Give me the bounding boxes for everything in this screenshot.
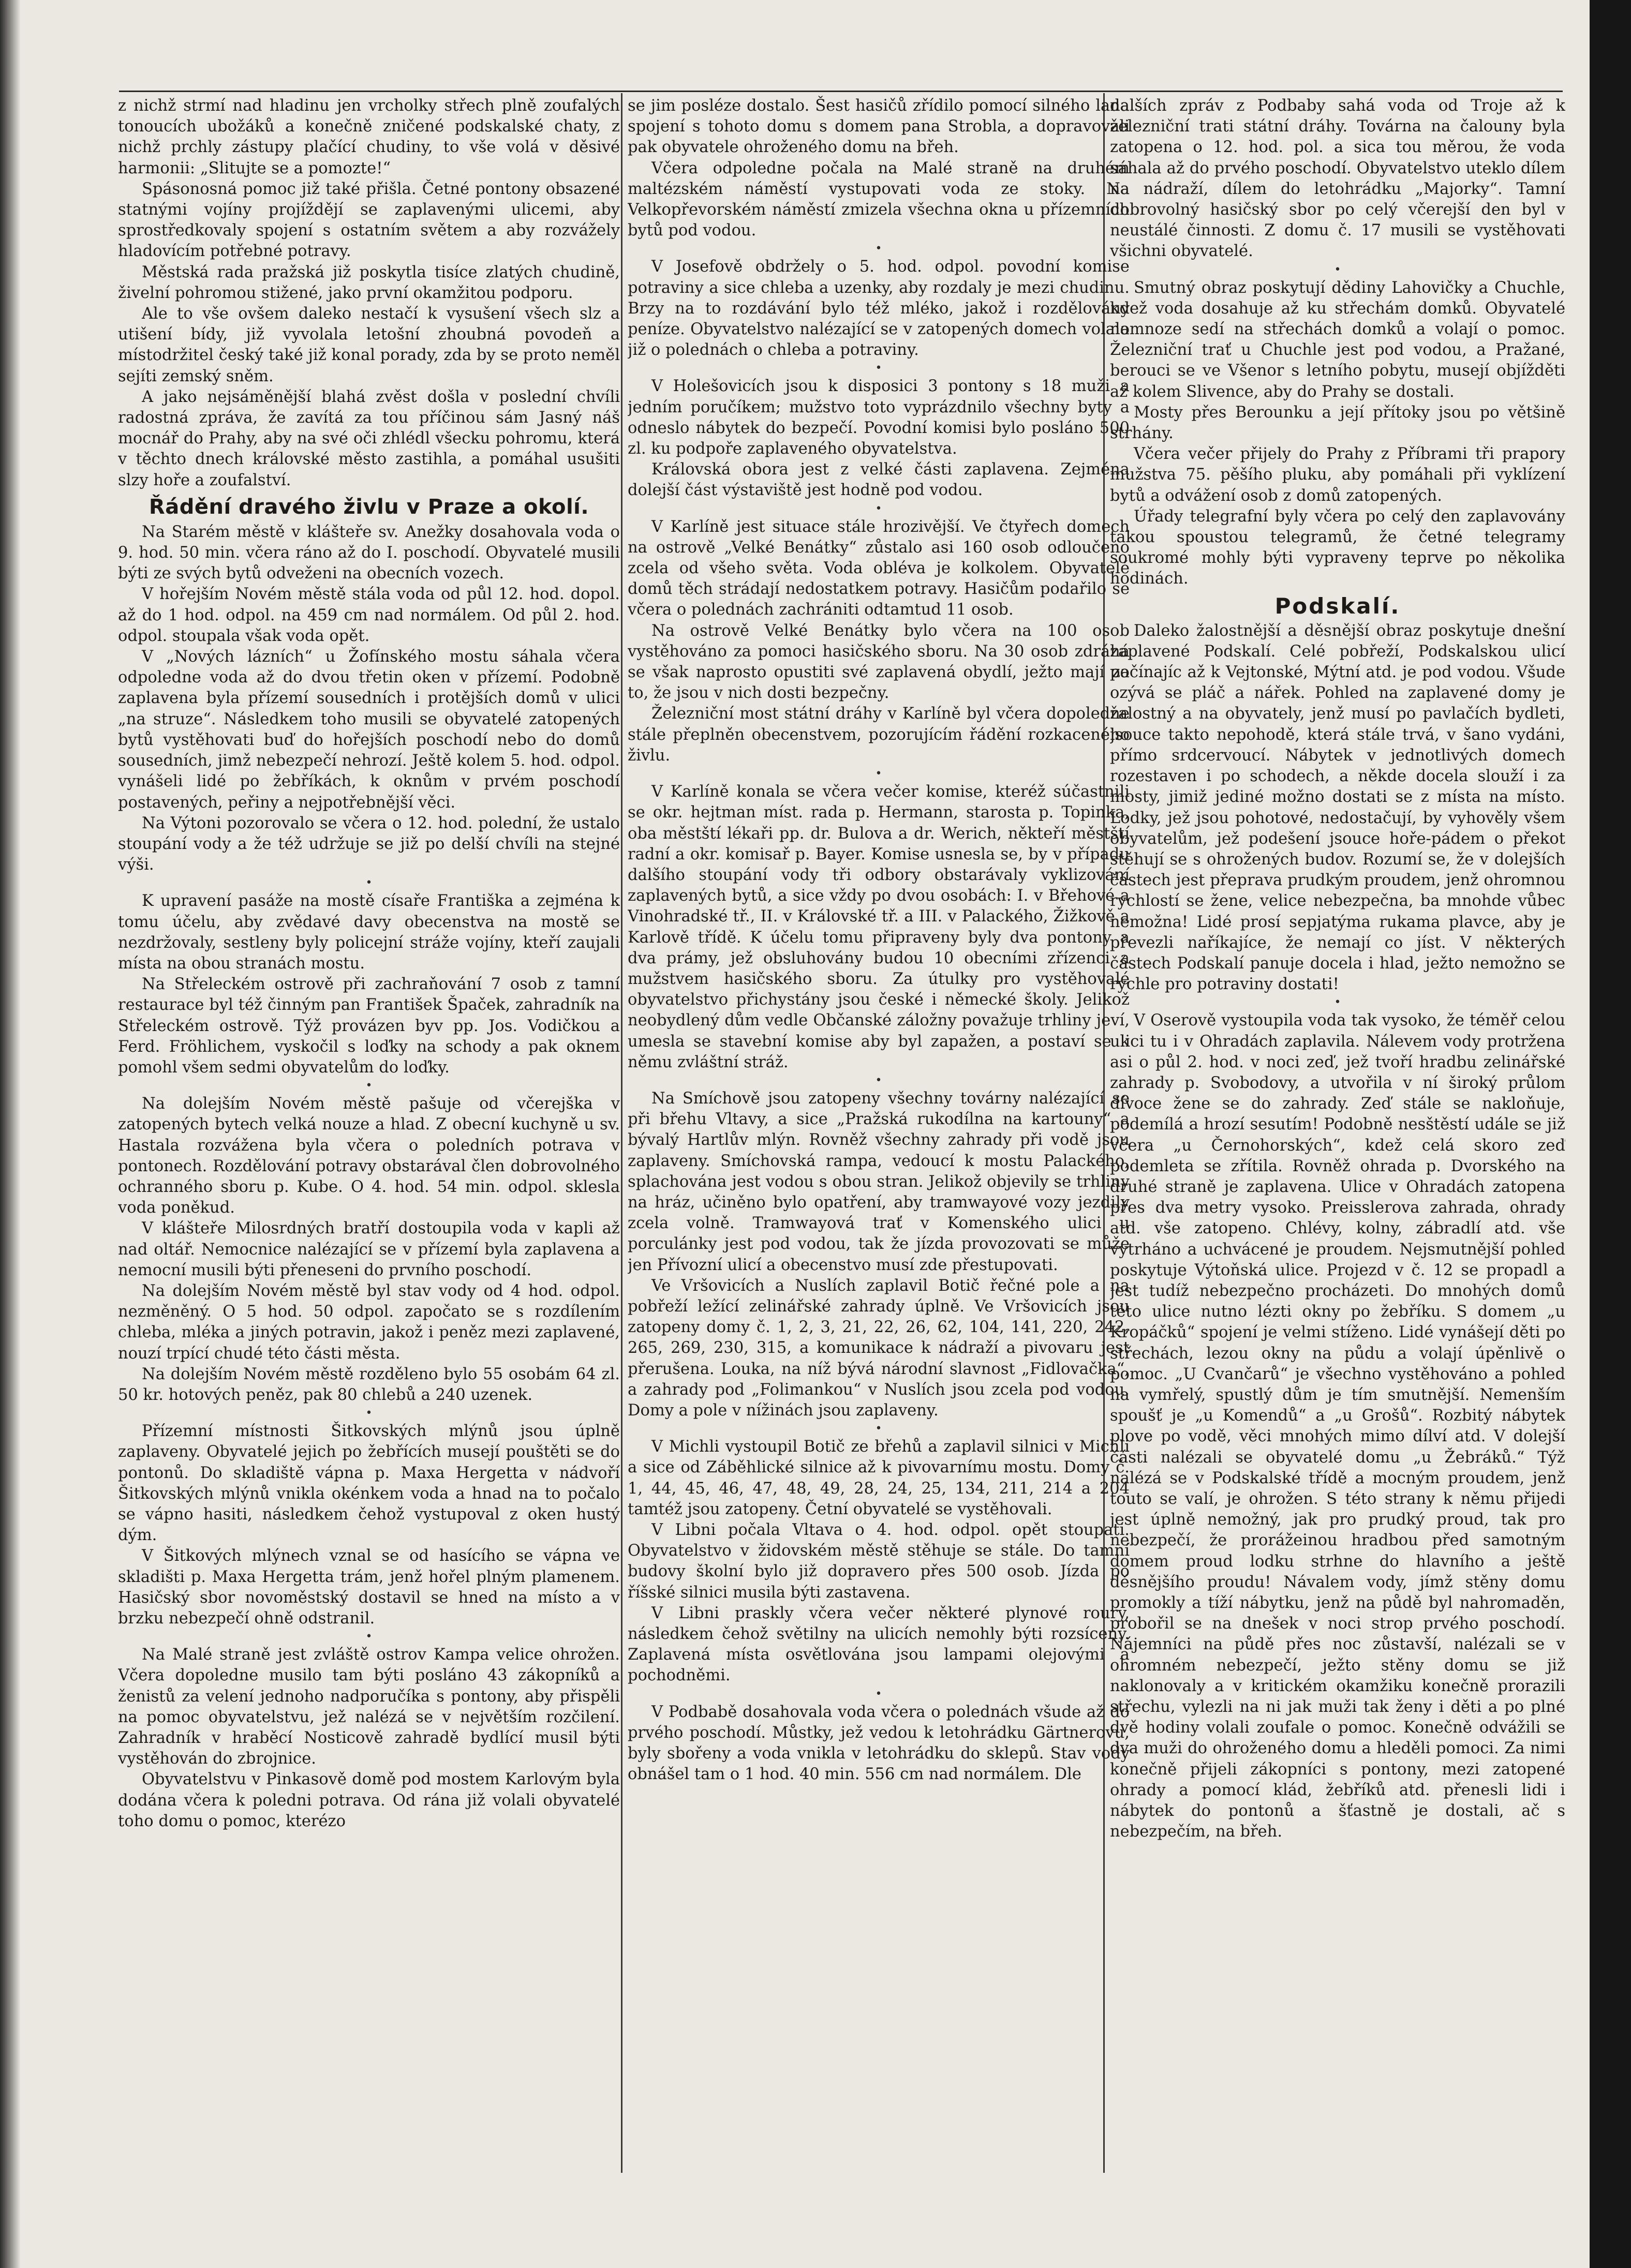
paragraph: Železniční most státní dráhy v Karlíně byl včera dopoledne stále přeplněn obecenstvem, pozorujícím řádění rozkaceného živlu. — [628, 705, 1130, 765]
separator-dot: • — [875, 362, 882, 375]
paragraph: V Karlíně konala se včera večer komise, kteréž súčastnili se okr. hejtman míst. rada p. Hermann, starosta p. Topinka, oba městští lékaři pp. dr. Bulova a dr. Werich, někteří městští radní a okr. komisař p. Bayer. Komise usnesla se, by v případu dalšího stoupání vody tři odbory obstarávaly vyklizování zaplavených bytů, a sice vždy po dvou osobách: I. v Břehové a Vinohradské tř., II. v Královské tř. a III. v Palackého, Žižkově a Karlově třídě. K účelu tomu připraveny byly dva pontony a dva prámy, jež obsluhovány budou 10 obecními zřízenci a mužstvem hasičského sboru. Za útulky pro vystěhovalé obyvatelstvo přichystány jsou české i německé školy. Jelikož neobydlený dům vedle Občanské záložny považuje trhliny jeví, umesla se stavební komise aby byl zapažen, a postaví se k němu zvláštní stráž. — [628, 783, 1130, 1071]
paragraph: Mosty přes Berounku a její přítoky jsou po většině strhány. — [1110, 403, 1565, 443]
scan-right-edge — [1590, 0, 1631, 2268]
paragraph: Na Střeleckém ostrově při zachraňování 7 osob z tamní restaurace byl též činným pan František Špaček, zahradník na Střeleckém ostrově. Týž provázen byv pp. Jos. Vodičkou a Ferd. Fröhlichem, vyskočil s loďky na schody a pak oknem pomohl všem sedmi obyvatelům do loďky. — [118, 975, 620, 1077]
paragraph: z nichž strmí nad hladinu jen vrcholky střech plně zoufalých tonoucích ubožáků a konečně zničené podskalské chaty, z nichž prchly zástupy plačící chudiny, to vše volá v děsivé harmonii: „Slitujte se a pomozte!“ — [118, 97, 620, 177]
paragraph: se jim posléze dostalo. Šest hasičů zřídilo pomocí silného lana spojení s tohoto domu s domem pana Strobla, a dopravovali pak obyvatele ohroženého domu na břeh. — [628, 97, 1130, 157]
paragraph: Na dolejším Novém městě rozděleno bylo 55 osobám 64 zl. 50 kr. hotových peněz, pak 80 chlebů a 240 uzenek. — [118, 1365, 620, 1404]
paragraph: Na Smíchově jsou zatopeny všechny továrny nalézající se při břehu Vltavy, a sice „Pražská rukodílna na kartouny“ a bývalý Hartlův mlýn. Rovněž všechny zahrady při vodě jsou zaplaveny. Smíchovská rampa, vedoucí k mostu Palackého, splachována jest vodou s obou stran. Jelikož objevily se trhliny na hráz, učiněno bylo opatření, aby tramwayové vozy jezdily zcela volně. Tramwayová trať v Komenského ulici u porculánky jest pod vodou, tak že jízda provozovati se může jen Přívozní ulicí a obecenstvo musí zde přestupovati. — [628, 1089, 1130, 1274]
paragraph: Včera večer přijely do Prahy z Příbrami tři prapory mužstva 75. pěšího pluku, aby pomáhali při vyklízení bytů a odvážení osob z domů zatopených. — [1110, 445, 1565, 505]
paragraph: Úřady telegrafní byly včera po celý den zaplavovány takou spoustou telegramů, že četné telegramy soukromé mohly býti vypraveny teprve po několika hodinách. — [1110, 507, 1565, 588]
paragraph: V Josefově obdržely o 5. hod. odpol. povodní komise potraviny a sice chleba a uzenky, aby rozdaly je mezi chudinu. Brzy na to rozdávání bylo též mléko, jakož i rozdělovány peníze. Obyvatelstvo nalézající se v zatopených domech volalo již o polednách o chleba a potraviny. — [628, 258, 1130, 360]
column-1 — [118, 96, 620, 2175]
paragraph: dalších zpráv z Podbaby sahá voda od Troje až k železniční trati státní dráhy. Továrna na čalouny byla zatopena o 12. hod. pol. a sica tou měrou, že voda sáhala až do prvého poschodí. Obyvatelstvo uteklo dílem na nádraží, dílem do letohrádku „Majorky“. Tamní dobrovolný hasičský sbor po celý včerejší den byl v neustálé činnosti. Z domu č. 17 musili se vystěhovati všichni obyvatelé. — [1110, 97, 1565, 261]
top-rule — [119, 91, 1563, 92]
separator-dot: • — [875, 1687, 882, 1700]
paragraph: Na dolejším Novém městě byl stav vody od 4 hod. odpol. nezměněný. O 5 hod. 50 odpol. započato se s rozdílením chleba, mléka a jiných potravin, jakož i peněz mezi zaplavené, nouzí trpící chudé této části města. — [118, 1281, 620, 1363]
paragraph: V Michli vystoupil Botič ze břehů a zaplavil silnici v Michli a sice od Záběhlické silnice až k pivovarnímu mostu. Domy č. 1, 44, 45, 46, 47, 48, 49, 28, 24, 25, 134, 211, 214 a 204 tamtéž jsou zatopeny. Četní obyvatelé se vystěhovali. — [628, 1438, 1130, 1518]
separator-dot: • — [365, 876, 373, 890]
section-heading: Podskalí. — [1274, 593, 1401, 619]
separator-dot: • — [365, 1079, 373, 1093]
column-divider-1 — [621, 93, 622, 2173]
paragraph: Obyvatelstvu v Pinkasově domě pod mostem Karlovým byla dodána včera k poledni potrava. Od rána již volali obyvatelé toho domu o pomoc, kterézo — [118, 1770, 620, 1830]
paragraph: Na Starém městě v klášteře sv. Anežky dosahovala voda o 9. hod. 50 min. včera ráno až do I. poschodí. Obyvatelé musili býti ze svých bytů odveženi na obecních vozech. — [118, 523, 620, 583]
paragraph: V klášteře Milosrdných bratří dostoupila voda v kapli až nad oltář. Nemocnice nalézající se v přízemí byla zaplavena a nemocní musili býti přeneseni do prvního poschodí. — [118, 1219, 620, 1279]
paragraph: Přízemní místnosti Šitkovských mlýnů jsou úplně zaplaveny. Obyvatelé jejich po žebřících musejí pouštěti se do pontonů. Do skladiště vápna p. Maxa Hergetta v nádvoří Šitkovských mlýnů vnikla okénkem voda a hnad na to počalo se vápno hasiti, následkem čehož vystupoval z oken hustý dým. — [118, 1422, 620, 1545]
paragraph: Na ostrově Velké Benátky bylo včera na 100 osob vystěhováno za pomoci hasičského sboru. Na 30 osob zdráhá se však naprosto opustiti své zaplavená obydlí, ježto mají za to, že jsou v nich dosti bezpečny. — [628, 621, 1130, 703]
paragraph: Královská obora jest z velké části zaplavena. Zejména dolejší část výstaviště jest hodně pod vodou. — [628, 460, 1130, 500]
paragraph: Na Malé straně jest zvláště ostrov Kampa velice ohrožen. Včera dopoledne musilo tam býti posláno 43 zákopníků a ženistů za velení jednoho nadporučíka s pontony, aby přispěli na pomoc obyvatelstvu, jež nalézá se v největším rozčilení. Zahradník v hraběcí Nosticově zahradě bydlící musil býti vystěhován do zbrojnice. — [118, 1646, 620, 1768]
paragraph: Ale to vše ovšem daleko nestačí k vysušení všech slz a utišení bídy, již vyvolala letošní zhoubná povodeň a místodržitel český také již konal porady, zda by se proto neměl sejíti zemský sněm. — [118, 305, 620, 385]
paragraph: V Holešovicích jsou k disposici 3 pontony s 18 muži a jedním poručíkem; mužstvo toto vyprázdnilo všechny byty a odneslo nábytek do bezpečí. Povodní komisi bylo posláno 500 zl. ku podpoře zaplaveného obyvatelstva. — [628, 377, 1130, 458]
separator-dot: • — [875, 1073, 882, 1087]
separator-dot: • — [365, 1407, 373, 1420]
paragraph: Ve Vršovicích a Nuslích zaplavil Botič řečné pole a na pobřeží ležící zelinářské zahrady úplně. Ve Vršovicích jsou zatopeny domy č. 1, 2, 3, 21, 22, 26, 62, 104, 141, 220, 242, 265, 269, 230, 315, a komunikace k nádraží a pivovaru jest přerušena. Louka, na níž bývá národní slavnost „Fidlovačka“, a zahrady pod „Folimankou“ v Nuslích jsou zcela pod vodou. Domy a pole v nížinách jsou zaplaveny. — [628, 1276, 1130, 1420]
section-heading: Řádění dravého živlu v Praze a okolí. — [149, 495, 589, 519]
column-2 — [628, 96, 1130, 2175]
paragraph: K upravení pasáže na mostě císaře Františka a zejména k tomu účelu, aby zvědavé davy obecenstva na mostě se nezdržovaly, sestleny byly policejní stráže vojíny, kteří zaujali místa na obou stranách mostu. — [118, 892, 620, 973]
paragraph: V Karlíně jest situace stále hrozivější. Ve čtyřech domech na ostrově „Velké Benátky“ zůstalo asi 160 osob odloučeno zcela od všeho světa. Voda obléva je kolkolem. Obyvatelé domů těch strádají nedostatkem potravy. Hasičům podařilo se včera o polednách zachrániti odtamtud 11 osob. — [628, 517, 1130, 619]
paragraph: Na Výtoni pozorovalo se včera o 12. hod. polední, že ustalo stoupání vody a že též udržuje se již po delší chvíli na stejné výši. — [118, 814, 620, 874]
paragraph: Městská rada pražská již poskytla tisíce zlatých chudině, živelní pohromou stižené, jako první okamžitou podporu. — [118, 263, 620, 302]
separator-dot: • — [875, 767, 882, 781]
separator-dot: • — [875, 1422, 882, 1436]
paragraph: Spásonosná pomoc již také přišla. Četné pontony obsazené statnými vojíny projíždějí se zaplavenými ulicemi, aby sprostředkovaly spojení s ostatním světem a aby rozvážely hladovícím potřebné potravy. — [118, 180, 620, 261]
separator-dot: • — [1334, 996, 1341, 1009]
paragraph: V Podbabě dosahovala voda včera o polednách všude až do prvého poschodí. Můstky, jež vedou k letohrádku Gärtnerovu, byly sbořeny a voda vnikla v letohrádku do sklepů. Stav vody obnášel tam o 1 hod. 40 min. 556 cm nad normálem. Dle — [628, 1703, 1130, 1784]
paragraph: V Libni počala Vltava o 4. hod. odpol. opět stoupati. Obyvatelstvo v židovském městě stěhuje se stále. Do tamní budovy školní bylo již dopravero přes 500 osob. Jízda po říšské silnici musila býti zastavena. — [628, 1521, 1130, 1602]
paragraph: Na dolejším Novém městě pašuje od včerejška v zatopených bytech velká nouze a hlad. Z obecní kuchyně u sv. Hastala rozvážena byla včera o poledních potrava v pontonech. Rozdělování potravy obstarával člen dobrovolného ochranného sboru p. Kube. O 4. hod. 54 min. odpol. sklesla voda poněkud. — [118, 1095, 620, 1217]
separator-dot: • — [875, 242, 882, 256]
paragraph: V „Nových lázních“ u Žofínského mostu sáhala včera odpoledne voda až do dvou třetin oken v přízemí. Podobně zaplavena byla přízemí sousedních i protějších domů v ulici „na struze“. Následkem toho musili se obyvatelé zatopených bytů vystěhovati buď do hořejších poschodí nebo do domů sousedních, jimž nebezpečí nehrozí. Ještě kolem 5. hod. odpol. vynášeli lidé po žebříkách, k oknům v prvém poschodí postavených, peřiny a nejpotřebnější věci. — [118, 648, 620, 812]
paragraph: Včera odpoledne počala na Malé straně na druhém maltézském náměstí vystupovati voda ze stoky. Na Velkopřevorském náměstí zmizela všechna okna u přízemních bytů pod vodou. — [628, 159, 1130, 240]
paragraph: Smutný obraz poskytují dědiny Lahovičky a Chuchle, kdež voda dosahuje až ku střechám domků. Obyvatelé namnoze sedí na střechách domků a volají o pomoc. Železniční trať u Chuchle jest pod vodou, a Pražané, berouci se ve Všenor s letního pobytu, musejí objížděti až kolem Slivence, aby do Prahy se dostali. — [1110, 278, 1565, 401]
separator-dot: • — [875, 502, 882, 515]
bottom-margin-marks — [129, 2194, 1558, 2214]
paragraph: Daleko žalostnější a děsnější obraz poskytuje dnešní zaplavené Podskalí. Celé pobřeží, Podskalskou ulicí počínajíc až k Vejtonské, Mýtní atd. je pod vodou. Všude ozývá se pláč a nářek. Pohled na zaplavené domy je žalostný a na obyvately, jenž musí po pavlačích bydleti, jsouce takto nepohodě, která stále trvá, v šano vydáni, přímo srdcervoucí. Nábytek v jednotlivých domech rozestaven i po schodech, a někde docela slouží i za mosty, jimiž jediné možno dostati se z místa na místo. Lodky, jež jsou pohotové, nedostačují, by vyhověly všem obyvatelům, jež podešení jsouce hoře‑pádem o překot stěhují se s ohrožených budov. Rozumí se, že v dolejších částech jest přeprava prudkým proudem, jenž ohromnou rychlostí se žene, velice nebezpečna, ba mnohde vůbec nemožna! Lidé prosí sepjatýma rukama plavce, aby je převezli naříkajíce, že nemají co jíst. V některých částech Podskalí panuje docela i hlad, ježto nemožno se rychle pro potraviny dostati! — [1110, 621, 1565, 994]
column-3 — [1110, 96, 1565, 2175]
separator-dot: • — [365, 1630, 373, 1644]
paragraph: V Oserově vystoupila voda tak vysoko, že téměř celou ulici tu i v Ohradách zaplavila. Nálevem vody protržena asi o půl 2. hod. v noci zeď, jež tvoří hradbu zelinářské zahrady p. Svobodovy, a utvořila v ní široký průlom dívoce žene se do zahrady. Zeď stále se nakloňuje, podemílá a hrozí sesutím! Podobně nesštěstí udále se již včera „u Černohorských“, kdež celá skoro zeď podemleta se zřítila. Rovněž ohrada p. Dvorského na druhé straně je zaplavena. Ulice v Ohradách zatopena přes dva metry vysoko. Preisslerova zahrada, ohrady atd. vše zatopeno. Chlévy, kolny, zábradlí atd. vše vytrháno a uchvácené je proudem. Nejsmutnější pohled poskytuje Výtoňská ulice. Projezd v č. 12 se propadl a jest tudíž nebezpečno procházeti. Do mnohých domů této ulice nutno lézti okny po žebříku. S domem „u Kropáčků“ spojení je velmi stíženo. Lidé vynášejí děti po střechách, lezou okny na půdu a volají úpěnlivě o pomoc. „U Cvančarů“ je všechno vystěhováno a pohled na vymřelý, spustlý dům je tím smutnější. Nemenším spoušť je „u Komendů“ a „u Grošů“. Rozbitý nábytek plove po vodě, věci mnohých mimo dílví atd. V dolejší části nalézali se obyvatelé domu „u Žebráků.“ Týž nalézá se v Podskalské třídě a mocným proudem, jenž touto se valí, je ohrožen. S této strany k němu přijedi jest úplně nemožný, jak pro prudký proud, tak pro nebezpečí, že prorážeinou hradbou před samotným domem proud lodku strhne do hlavního a ještě děsnějšího proudu! Návalem vody, jímž stěny domu promokly a tíží nábytku, jenž na půdě byl nahromaděn, probořil se na dnešek v noci strop prvého poschodí. Nájemníci na půdě přes noc zůstavší, nalézali se v ohromném nebezpečí, ježto stěny domu se již naklonovaly a v kritickém okamžiku konečně prorazili střechu, vylezli na ni jak muži tak ženy i děti a po plné dvě hodiny volali zoufale o pomoc. Konečně odvážili se dva muži do ohroženého domu a hleděli pomoci. Za nimi konečně přijeli zákopníci s pontony, mezi zatopené ohrady a pomocí klád, žebříků atd. přenesli lidi i nábytek do pontonů a šťastně je dostali, ač s nebezpečím, na břeh. — [1110, 1011, 1565, 1841]
paragraph: V hořejším Novém městě stála voda od půl 12. hod. dopol. až do 1 hod. odpol. na 459 cm nad normálem. Od půl 2. hod. odpol. stoupala však voda opět. — [118, 585, 620, 645]
separator-dot: • — [1334, 263, 1341, 276]
paragraph: V Libni praskly včera večer některé plynové roury, následkem čehož světilny na ulicích nemohly býti rozsíceny. Zaplavená místa osvětlována jsou lampami olejovými a pochodněmi. — [628, 1604, 1130, 1685]
paragraph: V Šitkových mlýnech vznal se od hasícího se vápna ve skladišti p. Maxa Hergetta trám, jenž hořel plným plamenem. Hasičský sbor novoměstský dostavil se hned na místo a v brzku nebezpečí ohně odstranil. — [118, 1547, 620, 1628]
scan-left-edge — [0, 0, 21, 2268]
paragraph: A jako nejsáměnější blahá zvěst došla v poslední chvíli radostná zpráva, že zavítá za tou příčinou sám Jasný náš mocnář do Prahy, aby na své oči zhlédl všecku pohromu, která v těchto dnech královské město zastihla, a pomáhal usušiti slzy hoře a zoufalství. — [118, 387, 620, 489]
